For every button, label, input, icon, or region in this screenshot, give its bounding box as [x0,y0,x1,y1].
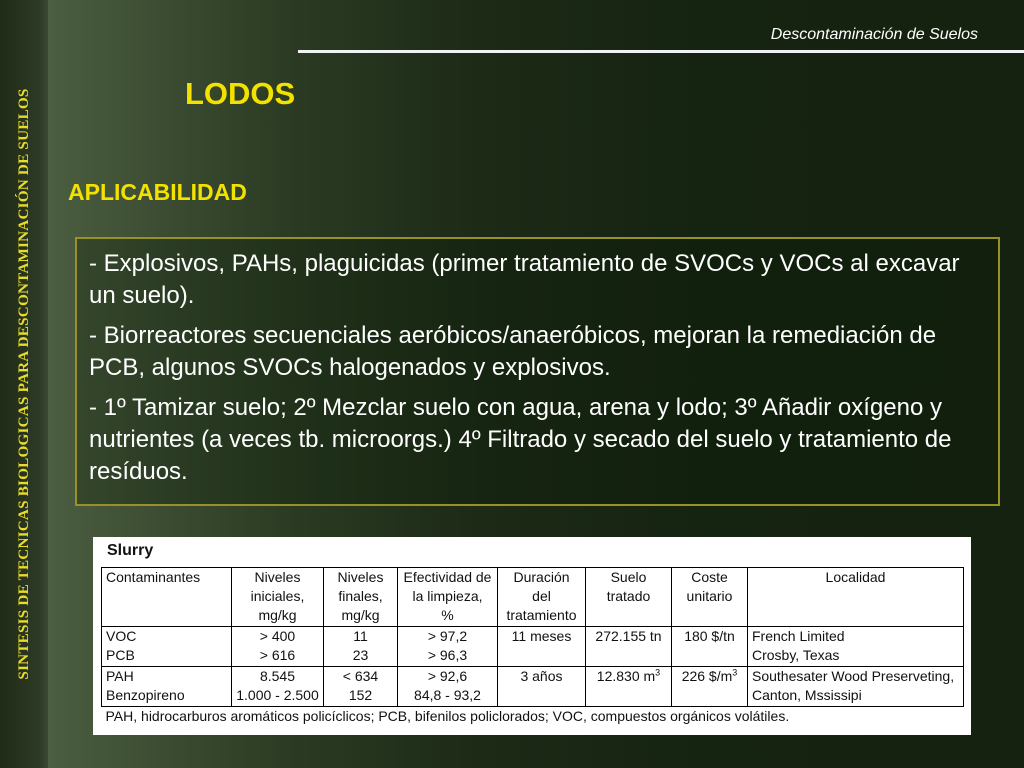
table-cell: French Limited Crosby, Texas [748,627,964,667]
table-cell: Southesater Wood Preserveting, Canton, Mssissipi [748,667,964,707]
table-cell [586,667,672,707]
table-cell: VOC PCB [102,627,232,667]
bullet-item: - Explosivos, PAHs, plaguicidas (primer tratamiento de SVOCs y VOCs al excavar un suelo). [89,250,960,309]
table-row [102,627,964,667]
table-cell: 180 $/tn [672,627,748,667]
column-header: Localidad [748,568,964,627]
table-title: Slurry [107,542,154,559]
slurry-data-table [101,567,964,746]
applicability-box [75,237,1000,506]
column-header: Niveles iniciales, mg/kg [232,568,324,627]
table-cell: 3 años [498,667,586,707]
table-footnote-row [102,707,964,747]
unit-superscript: 3 [732,667,738,678]
table-cell: 272.155 tn [586,627,672,667]
table-cell: 11 meses [498,627,586,667]
column-header: Efectividad de la limpieza, % [398,568,498,627]
table-cell: > 92,6 84,8 - 93,2 [398,667,498,707]
table-cell: < 634 152 [324,667,398,707]
table-row [102,667,964,707]
table-cell: > 400 > 616 [232,627,324,667]
header-subject: Descontaminación de Suelos [770,26,978,43]
column-header: Coste unitario [672,568,748,627]
column-header: Duración del tratamiento [498,568,586,627]
slide-title: LODOS [185,76,296,111]
table-cell [672,667,748,707]
slurry-table-panel [93,537,971,735]
column-header: Contaminantes [102,568,232,627]
table-footnote: PAH, hidrocarburos aromáticos policíclicos; PCB, bifenilos policlorados; VOC, compuestos orgánicos volátiles. [102,707,964,747]
table-cell: 11 23 [324,627,398,667]
table-cell: 8.545 1.000 - 2.500 [232,667,324,707]
table-header-row [102,568,964,627]
table-cell: PAH Benzopireno [102,667,232,707]
cell-value: 226 $/m [681,668,733,684]
section-heading: APLICABILIDAD [68,179,247,205]
column-header: Suelo tratado [586,568,672,627]
table-cell: > 97,2 > 96,3 [398,627,498,667]
unit-superscript: 3 [655,667,661,678]
sidebar-vertical-title: SINTESIS DE TECNICAS BIOLOGICAS PARA DESCONTAMINACIÓN DE SUELOS [15,88,32,680]
bullet-item: - 1º Tamizar suelo; 2º Mezclar suelo con agua, arena y lodo; 3º Añadir oxígeno y nutrientes (a veces tb. microorgs.) 4º Filtrado y secado del suelo y tratamiento de resíduos. [89,394,952,485]
header-divider [298,50,1024,53]
column-header: Niveles finales, mg/kg [324,568,398,627]
bullet-list [77,239,998,488]
bullet-item: - Biorreactores secuenciales aeróbicos/anaeróbicos, mejoran la remediación de PCB, algunos SVOCs halogenados y explosivos. [89,322,937,381]
cell-value: 12.830 m [596,668,656,684]
